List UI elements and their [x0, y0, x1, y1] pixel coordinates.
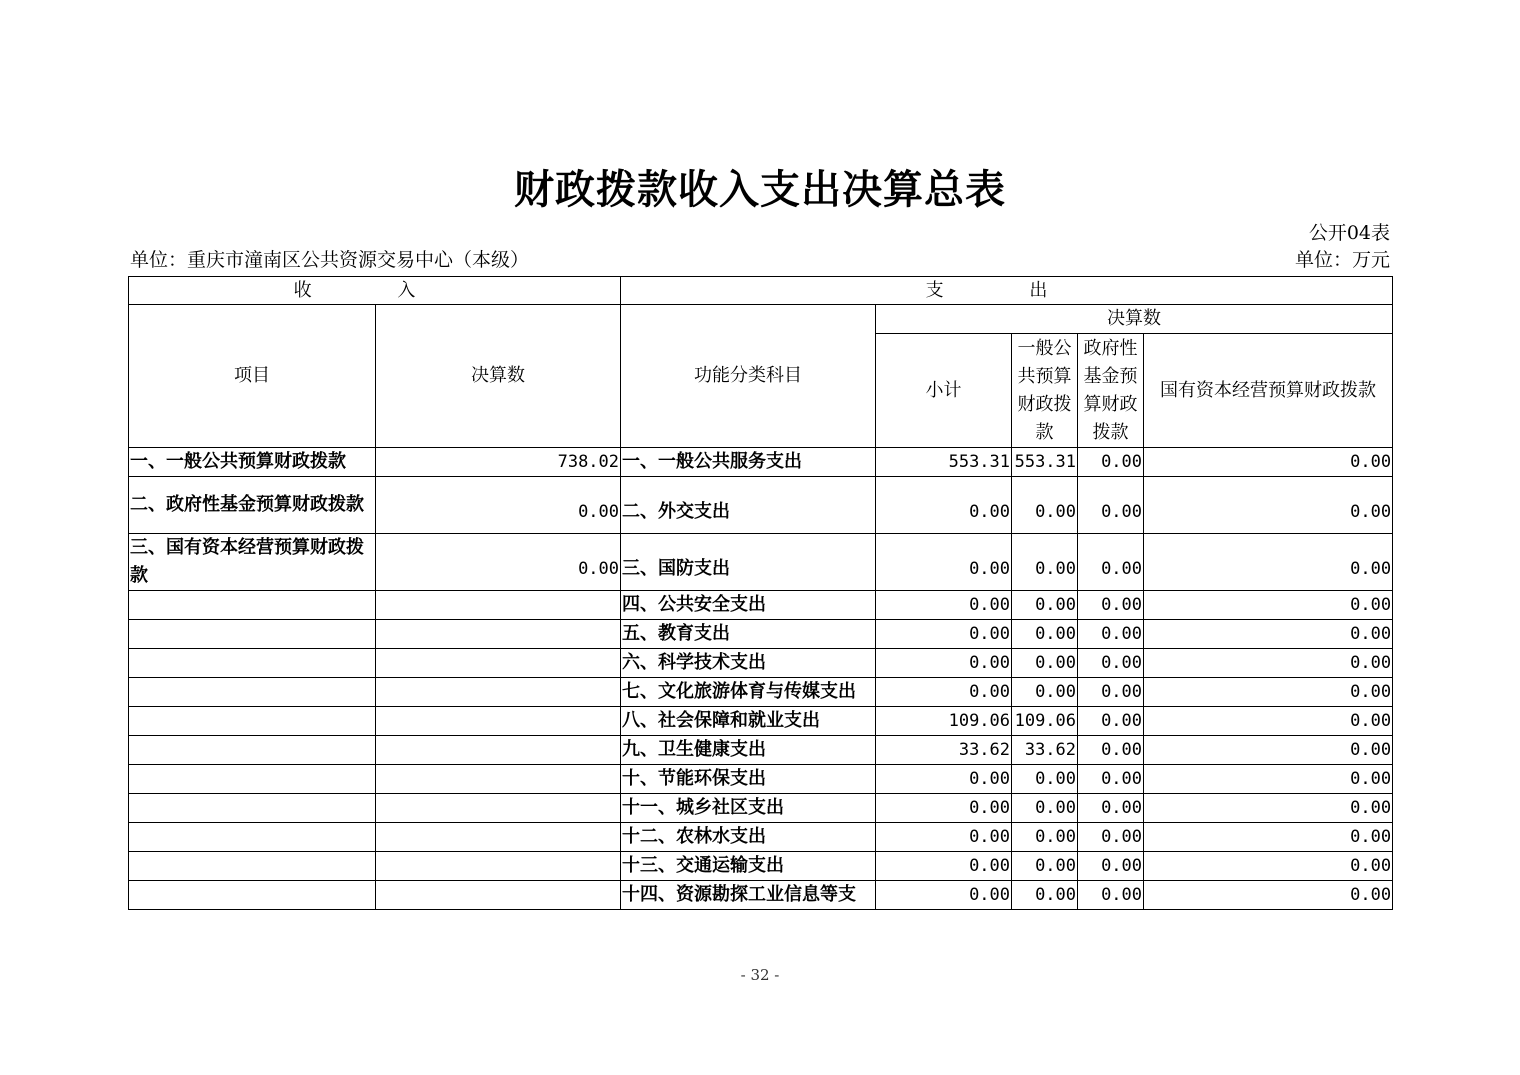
general-budget-cell: 0.00 — [1012, 534, 1078, 591]
general-budget-cell: 0.00 — [1012, 649, 1078, 678]
expense-item-cell: 十一、城乡社区支出 — [621, 794, 876, 823]
gov-fund-cell: 0.00 — [1078, 707, 1144, 736]
income-amount-cell — [376, 591, 621, 620]
table-row — [129, 794, 1393, 823]
unit-organization: 单位：重庆市潼南区公共资源交易中心（本级） — [130, 249, 530, 271]
table-row — [129, 649, 1393, 678]
state-capital-cell: 0.00 — [1144, 534, 1393, 591]
subtotal-cell: 0.00 — [876, 678, 1012, 707]
subtotal-cell: 0.00 — [876, 881, 1012, 910]
table-row — [129, 765, 1393, 794]
state-capital-cell: 0.00 — [1144, 448, 1393, 477]
table-row — [129, 678, 1393, 707]
income-amount-cell — [376, 823, 621, 852]
income-item-cell — [129, 765, 376, 794]
table-row — [129, 477, 1393, 534]
expense-item-cell: 六、科学技术支出 — [621, 649, 876, 678]
subtotal-cell: 0.00 — [876, 794, 1012, 823]
subtotal-cell: 0.00 — [876, 591, 1012, 620]
income-item-cell: 一、一般公共预算财政拨款 — [129, 448, 376, 477]
income-item-cell — [129, 591, 376, 620]
expense-item-cell: 十、节能环保支出 — [621, 765, 876, 794]
expense-item-cell: 八、社会保障和就业支出 — [621, 707, 876, 736]
table-row — [129, 707, 1393, 736]
state-capital-cell: 0.00 — [1144, 881, 1393, 910]
gov-fund-cell: 0.00 — [1078, 794, 1144, 823]
income-amount-cell — [376, 707, 621, 736]
state-capital-cell: 0.00 — [1144, 620, 1393, 649]
subtotal-cell: 0.00 — [876, 823, 1012, 852]
state-capital-cell: 0.00 — [1144, 649, 1393, 678]
income-amount-cell — [376, 765, 621, 794]
state-capital-header: 国有资本经营预算财政拨款 — [1144, 334, 1393, 448]
general-budget-cell: 0.00 — [1012, 591, 1078, 620]
general-budget-cell: 0.00 — [1012, 794, 1078, 823]
expense-item-cell: 十三、交通运输支出 — [621, 852, 876, 881]
subtotal-cell: 553.31 — [876, 448, 1012, 477]
state-capital-cell: 0.00 — [1144, 852, 1393, 881]
expense-item-cell: 七、文化旅游体育与传媒支出 — [621, 678, 876, 707]
expense-item-cell: 二、外交支出 — [621, 477, 876, 534]
state-capital-cell: 0.00 — [1144, 591, 1393, 620]
income-item-header: 项目 — [129, 305, 376, 448]
expense-header: 支 出 — [621, 277, 1393, 305]
subtotal-cell: 0.00 — [876, 852, 1012, 881]
income-amount-cell: 0.00 — [376, 534, 621, 591]
table-row — [129, 881, 1393, 910]
func-class-header: 功能分类科目 — [621, 305, 876, 448]
income-header: 收 入 — [129, 277, 621, 305]
income-amount-cell — [376, 620, 621, 649]
income-amount-cell: 0.00 — [376, 477, 621, 534]
general-budget-cell: 0.00 — [1012, 881, 1078, 910]
subtotal-cell: 0.00 — [876, 765, 1012, 794]
state-capital-cell: 0.00 — [1144, 736, 1393, 765]
page-number: - 32 - — [740, 966, 780, 984]
gov-fund-header: 政府性基金预算财政拨款 — [1078, 334, 1144, 448]
income-amount-header: 决算数 — [376, 305, 621, 448]
subtotal-cell: 33.62 — [876, 736, 1012, 765]
gov-fund-cell: 0.00 — [1078, 448, 1144, 477]
general-budget-cell: 0.00 — [1012, 765, 1078, 794]
expense-item-cell: 十二、农林水支出 — [621, 823, 876, 852]
income-amount-cell: 738.02 — [376, 448, 621, 477]
income-item-cell: 二、政府性基金预算财政拨款 — [129, 477, 376, 534]
income-amount-cell — [376, 794, 621, 823]
expense-item-cell: 十四、资源勘探工业信息等支 — [621, 881, 876, 910]
income-item-cell — [129, 881, 376, 910]
state-capital-cell: 0.00 — [1144, 707, 1393, 736]
final-amount-group-header: 决算数 — [876, 305, 1393, 334]
state-capital-cell: 0.00 — [1144, 823, 1393, 852]
gov-fund-cell: 0.00 — [1078, 649, 1144, 678]
gov-fund-cell: 0.00 — [1078, 736, 1144, 765]
subtotal-cell: 0.00 — [876, 649, 1012, 678]
subtotal-cell: 0.00 — [876, 477, 1012, 534]
form-number: 公开04表 — [1308, 222, 1390, 244]
gov-fund-cell: 0.00 — [1078, 591, 1144, 620]
gov-fund-cell: 0.00 — [1078, 678, 1144, 707]
gov-fund-cell: 0.00 — [1078, 765, 1144, 794]
income-item-cell — [129, 794, 376, 823]
state-capital-cell: 0.00 — [1144, 765, 1393, 794]
general-budget-cell: 0.00 — [1012, 678, 1078, 707]
income-item-cell — [129, 707, 376, 736]
income-item-cell — [129, 649, 376, 678]
table-row — [129, 620, 1393, 649]
subtotal-header: 小计 — [876, 334, 1012, 448]
unit-currency: 单位：万元 — [1294, 249, 1390, 271]
income-item-cell: 三、国有资本经营预算财政拨款 — [129, 534, 376, 591]
general-budget-cell: 0.00 — [1012, 620, 1078, 649]
table-row — [129, 448, 1393, 477]
state-capital-cell: 0.00 — [1144, 794, 1393, 823]
expense-item-cell: 九、卫生健康支出 — [621, 736, 876, 765]
general-budget-cell: 553.31 — [1012, 448, 1078, 477]
income-amount-cell — [376, 649, 621, 678]
subtotal-cell: 0.00 — [876, 620, 1012, 649]
table-row — [129, 736, 1393, 765]
income-item-cell — [129, 678, 376, 707]
state-capital-cell: 0.00 — [1144, 678, 1393, 707]
general-budget-cell: 0.00 — [1012, 477, 1078, 534]
gov-fund-cell: 0.00 — [1078, 823, 1144, 852]
income-item-cell — [129, 823, 376, 852]
general-budget-cell: 0.00 — [1012, 823, 1078, 852]
expense-item-cell: 三、国防支出 — [621, 534, 876, 591]
income-item-cell — [129, 736, 376, 765]
page-title: 财政拨款收入支出决算总表 — [514, 167, 1006, 213]
budget-table — [128, 276, 1393, 910]
table-row — [129, 534, 1393, 591]
subtotal-cell: 109.06 — [876, 707, 1012, 736]
income-amount-cell — [376, 881, 621, 910]
gov-fund-cell: 0.00 — [1078, 620, 1144, 649]
income-item-cell — [129, 852, 376, 881]
gov-fund-cell: 0.00 — [1078, 534, 1144, 591]
gov-fund-cell: 0.00 — [1078, 477, 1144, 534]
table-row — [129, 823, 1393, 852]
gov-fund-cell: 0.00 — [1078, 881, 1144, 910]
income-amount-cell — [376, 736, 621, 765]
state-capital-cell: 0.00 — [1144, 477, 1393, 534]
general-budget-cell: 109.06 — [1012, 707, 1078, 736]
table-row — [129, 591, 1393, 620]
income-item-cell — [129, 620, 376, 649]
expense-item-cell: 五、教育支出 — [621, 620, 876, 649]
expense-item-cell: 四、公共安全支出 — [621, 591, 876, 620]
income-amount-cell — [376, 678, 621, 707]
income-amount-cell — [376, 852, 621, 881]
general-budget-cell: 33.62 — [1012, 736, 1078, 765]
general-budget-cell: 0.00 — [1012, 852, 1078, 881]
gov-fund-cell: 0.00 — [1078, 852, 1144, 881]
subtotal-cell: 0.00 — [876, 534, 1012, 591]
expense-item-cell: 一、一般公共服务支出 — [621, 448, 876, 477]
general-budget-header: 一般公共预算财政拨款 — [1012, 334, 1078, 448]
table-row — [129, 852, 1393, 881]
